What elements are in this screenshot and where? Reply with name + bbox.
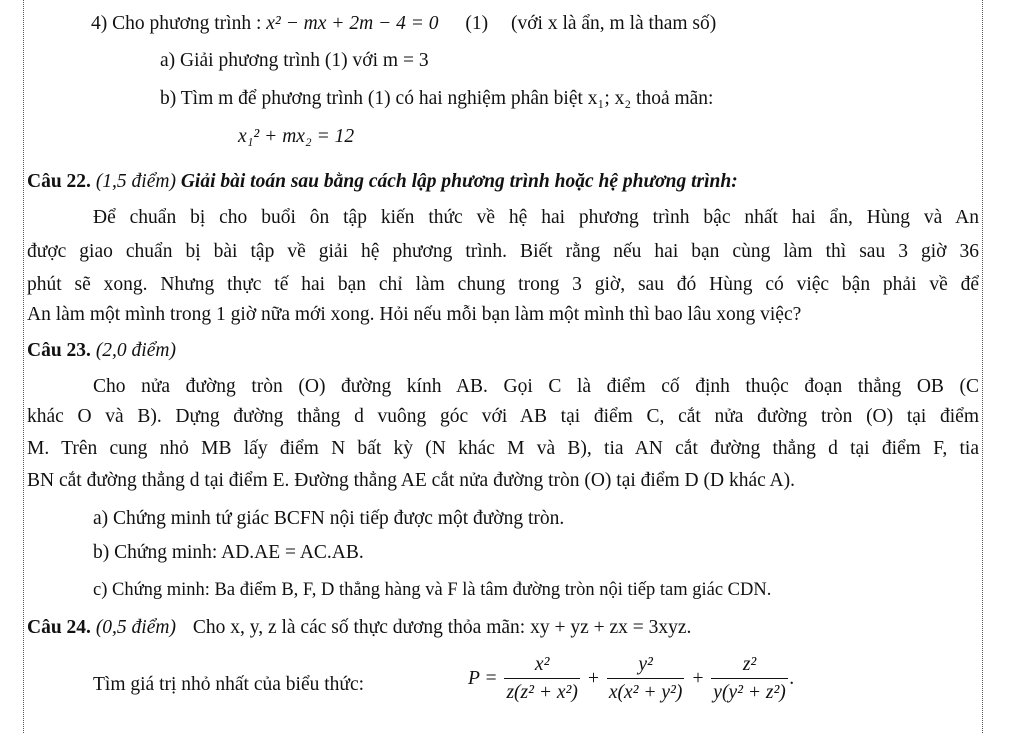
q24-p: P =: [468, 667, 498, 689]
q23-part-c: c) Chứng minh: Ba điểm B, F, D thẳng hàng và F là tâm đường tròn nội tiếp tam giác CDN.: [93, 580, 772, 600]
q24-fraction-3: $\frac{\text{z²}}{\text{y(y² + z²)}}$: [713, 654, 786, 703]
q4-label: (1): [465, 13, 489, 34]
q22-line-2: được giao chuẩn bị bài tập về giải hệ phương trình. Biết rằng nếu hai bạn cùng làm thì sau 3 giờ 36: [27, 241, 979, 262]
q23-line-4: BN cắt đường thẳng d tại điểm E. Đường thẳng AE cắt nửa đường tròn (O) tại điểm D (D khác A).: [27, 470, 796, 491]
q22-title: [27, 170, 738, 194]
q23-part-a: a) Chứng minh tứ giác BCFN nội tiếp được một đường tròn.: [93, 508, 565, 529]
q23-points: (2,0 điểm): [95, 340, 176, 361]
q22-points: (1,5 điểm): [95, 171, 176, 192]
q4-equation: x² − mx + 2m − 4 = 0: [266, 13, 439, 34]
q24-heading: Câu 24.: [27, 617, 91, 638]
q23-part-b: b) Chứng minh: AD.AE = AC.AB.: [93, 542, 364, 563]
q24-points: (0,5 điểm): [95, 617, 176, 638]
q22-heading: Câu 22.: [27, 171, 91, 192]
q22-instruction: Giải bài toán sau bằng cách lập phương trình hoặc hệ phương trình:: [180, 171, 738, 192]
page-right-border: [982, 0, 983, 733]
q24-find: Tìm giá trị nhỏ nhất của biểu thức:: [93, 674, 365, 695]
q4-part-a: a) Giải phương trình (1) với m = 3: [160, 50, 429, 71]
q24-title: [27, 616, 691, 640]
q4-line: [91, 12, 716, 36]
q24-expression: P = $\frac{\text{x²}}{\text{z(z² + x²)}}$ + $\frac{\text{y²}}{\text{x(x² + y²)}}$ + $\frac{\text{z²}}{\text{y(y² + z²)}}$ .: [468, 652, 795, 707]
q23-line-3: M. Trên cung nhỏ MB lấy điểm N bất kỳ (N khác M và B), tia AN cắt đường thẳng d tại điểm F, tia: [27, 438, 979, 459]
q22-line-4: An làm một mình trong 1 giờ nữa mới xong. Hỏi nếu mỗi bạn làm một mình thì bao lâu xong việc?: [27, 304, 802, 325]
page-left-border: [23, 0, 24, 733]
q4-prefix: 4) Cho phương trình :: [91, 13, 267, 34]
q23-line-1: Cho nửa đường tròn (O) đường kính AB. Gọi C là điểm cố định thuộc đoạn thẳng OB (C: [93, 376, 979, 397]
q23-title: [27, 339, 176, 363]
q24-fraction-1: $\frac{\text{x²}}{\text{z(z² + x²)}}$: [506, 654, 578, 703]
q22-line-1: Để chuẩn bị cho buổi ôn tập kiến thức về hệ hai phương trình bậc nhất hai ẩn, Hùng và An: [93, 207, 979, 228]
q4-note: (với x là ẩn, m là tham số): [510, 13, 717, 34]
q23-line-2: khác O và B). Dựng đường thẳng d vuông góc với AB tại điểm C, cắt nửa đường tròn (O) tại điểm: [27, 406, 979, 427]
q24-fraction-2: $\frac{\text{y²}}{\text{x(x² + y²)}}$: [608, 654, 683, 703]
q4-part-b: b) Tìm m để phương trình (1) có hai nghiệm phân biệt x₁; x₂ thoả mãn:: [160, 88, 714, 109]
q22-line-3: phút sẽ xong. Nhưng thực tế hai bạn chỉ làm chung trong 3 giờ, sau đó Hùng có việc bận phải về để: [27, 274, 979, 295]
q4-condition: x₁² + mx₂ = 12: [238, 126, 355, 147]
q23-heading: Câu 23.: [27, 340, 91, 361]
q24-text: Cho x, y, z là các số thực dương thỏa mãn: xy + yz + zx = 3xyz.: [192, 617, 692, 638]
